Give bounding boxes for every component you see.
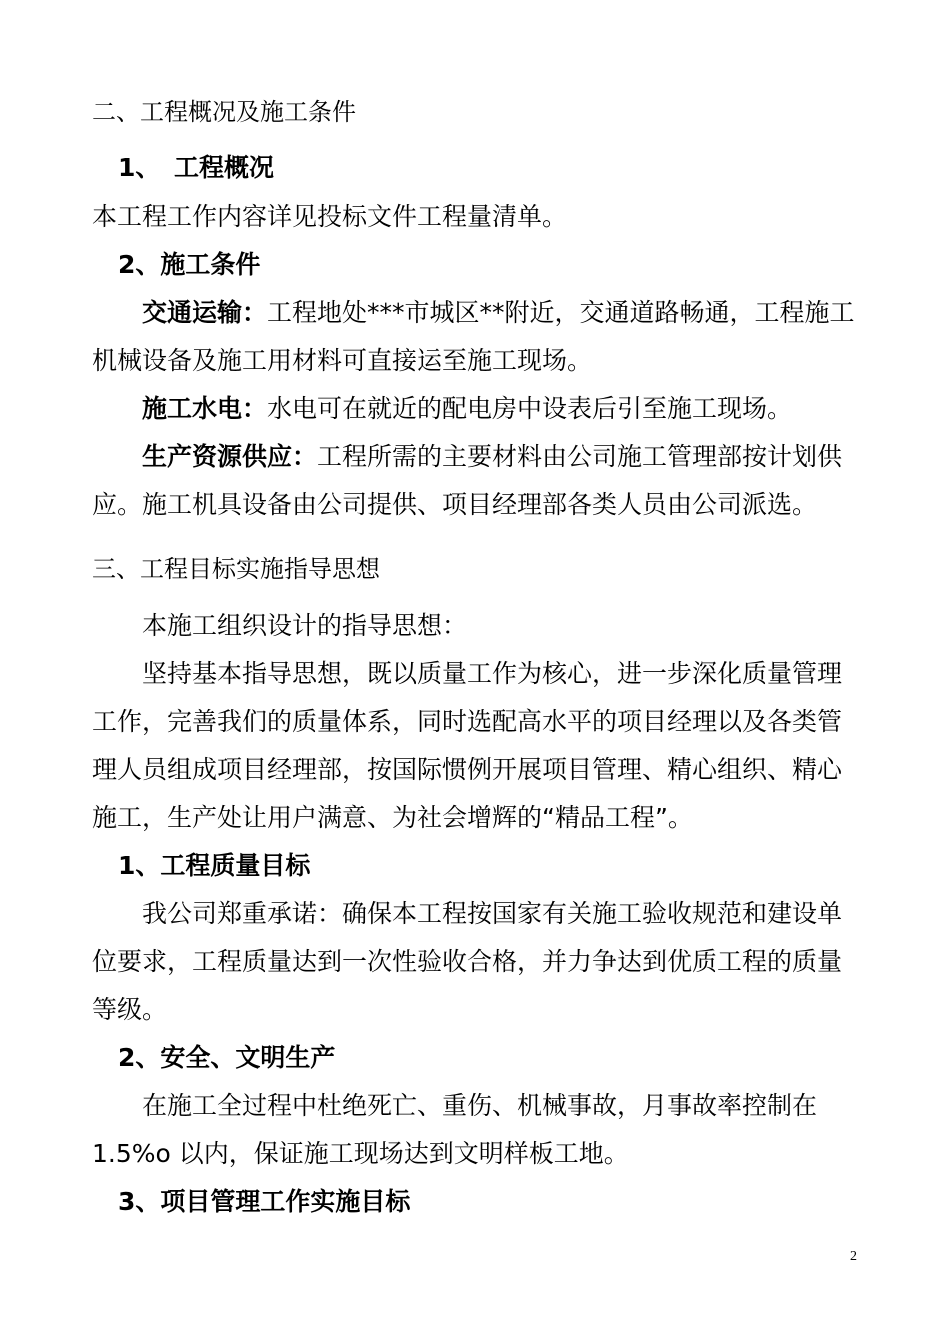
traffic-item-cont: 机械设备及施工用材料可直接运至施工现场。 bbox=[92, 346, 593, 375]
section-heading-3: 三、工程目标实施指导思想 bbox=[92, 555, 380, 583]
subsection-heading-conditions bbox=[118, 250, 898, 280]
subsection-title: 施工条件 bbox=[160, 250, 261, 279]
item-text: 工程地处***市城区**附近，交通道路畅通，工程施工 bbox=[267, 298, 855, 327]
item-text: 水电可在就近的配电房中设表后引至施工现场。 bbox=[267, 394, 793, 423]
guiding-paragraph-line: 施工，生产处让用户满意、为社会增辉的“精品工程”。 bbox=[92, 803, 693, 832]
subsection-heading-overview bbox=[118, 153, 898, 183]
quality-text-line: 我公司郑重承诺：确保本工程按国家有关施工验收规范和建设单 bbox=[142, 899, 843, 928]
item-text: 工程所需的主要材料由公司施工管理部按计划供 bbox=[317, 442, 843, 471]
resources-item bbox=[142, 442, 922, 472]
guiding-paragraph-line: 理人员组成项目经理部，按国际惯例开展项目管理、精心组织、精心 bbox=[92, 755, 843, 784]
item-label: 生产资源供应： bbox=[142, 442, 318, 471]
section-heading-2: 二、工程概况及施工条件 bbox=[92, 98, 356, 126]
item-label: 施工水电： bbox=[142, 394, 268, 423]
quality-text-line: 位要求，工程质量达到一次性验收合格，并力争达到优质工程的质量 bbox=[92, 947, 843, 976]
page-number: 2 bbox=[850, 1249, 857, 1264]
subsection-number: 1、 bbox=[118, 153, 161, 182]
item-label: 交通运输： bbox=[142, 298, 268, 327]
guiding-paragraph-line: 工作，完善我们的质量体系，同时选配高水平的项目经理以及各类管 bbox=[92, 707, 843, 736]
guiding-paragraph-line: 坚持基本指导思想，既以质量工作为核心，进一步深化质量管理 bbox=[142, 659, 843, 688]
resources-item-cont: 应。施工机具设备由公司提供、项目经理部各类人员由公司派选。 bbox=[92, 490, 818, 519]
guiding-intro: 本施工组织设计的指导思想： bbox=[142, 611, 468, 640]
subsection-number: 2、 bbox=[118, 250, 161, 279]
utilities-item bbox=[142, 394, 922, 424]
quality-text-line: 等级。 bbox=[92, 995, 168, 1024]
overview-text: 本工程工作内容详见投标文件工程量清单。 bbox=[92, 202, 568, 231]
subsection-heading-management: 3、项目管理工作实施目标 bbox=[118, 1187, 411, 1216]
subsection-title: 工程概况 bbox=[174, 153, 275, 182]
safety-text-line: 1.5%o 以内，保证施工现场达到文明样板工地。 bbox=[92, 1139, 629, 1168]
safety-text-line: 在施工全过程中杜绝死亡、重伤、机械事故，月事故率控制在 bbox=[142, 1091, 818, 1120]
traffic-item bbox=[142, 298, 922, 328]
subsection-heading-quality: 1、工程质量目标 bbox=[118, 851, 311, 880]
subsection-heading-safety: 2、安全、文明生产 bbox=[118, 1043, 336, 1072]
